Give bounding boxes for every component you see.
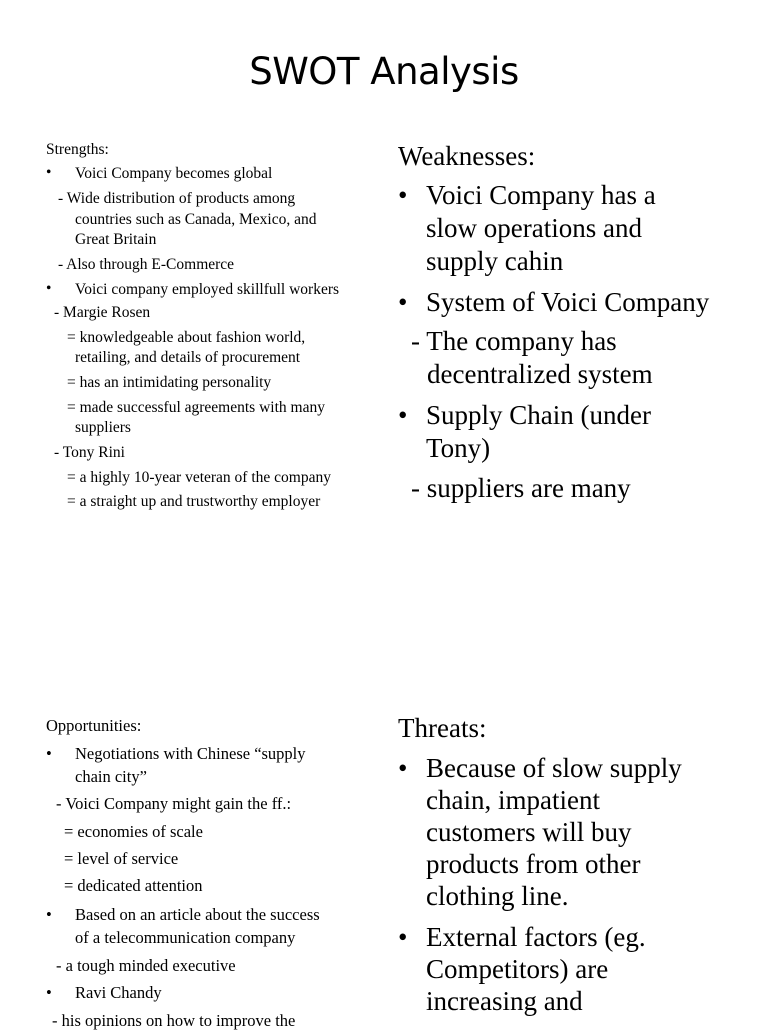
strengths-line: Voici company employed skillfull workers	[75, 281, 340, 298]
threats-heading: Threats:	[398, 713, 487, 743]
opportunities-line: - Voici Company might gain the ff.:	[56, 794, 292, 813]
strengths-line: = a straight up and trustworthy employer	[67, 493, 321, 510]
strengths-line: = a highly 10-year veteran of the company	[67, 469, 331, 486]
bullet-icon: •	[46, 905, 52, 924]
threats-item-text: Because of slow supply chain, impatient customers will buy products from other clothing line.	[426, 753, 682, 911]
strengths-line: retailing, and details of procurement	[75, 349, 301, 366]
bullet-icon: •	[398, 753, 408, 783]
weaknesses-subitem: - The company has	[411, 326, 617, 356]
weaknesses-subitem: decentralized system	[427, 359, 653, 389]
weaknesses-item-text: Supply Chain (under Tony)	[426, 400, 651, 463]
strengths-line: - Also through E-Commerce	[58, 256, 235, 273]
opportunities-line: = level of service	[64, 849, 179, 868]
bullet-icon: •	[46, 280, 52, 297]
slide-title: SWOT Analysis	[249, 50, 519, 93]
opportunities-line: Negotiations with Chinese “supply	[75, 744, 306, 763]
bullet-icon: •	[46, 983, 52, 1002]
strengths-section	[46, 140, 376, 520]
opportunities-line: = dedicated attention	[64, 876, 203, 895]
opportunities-line: of a telecommunication company	[75, 928, 296, 947]
opportunities-line: - a tough minded executive	[56, 956, 236, 975]
weaknesses-item	[398, 399, 706, 465]
strengths-line: = has an intimidating personality	[67, 374, 272, 391]
bullet-icon: •	[398, 287, 408, 317]
strengths-line: - Wide distribution of products among	[58, 190, 296, 207]
opportunities-line: Based on an article about the success	[75, 905, 320, 924]
opportunities-line: - his opinions on how to improve the	[52, 1011, 296, 1030]
strengths-line: = knowledgeable about fashion world,	[67, 329, 306, 346]
strengths-line: suppliers	[75, 419, 131, 436]
bullet-icon: •	[398, 400, 408, 430]
threats-item	[398, 752, 716, 912]
bullet-icon: •	[398, 922, 408, 952]
threats-item	[398, 921, 686, 1017]
bullet-icon: •	[46, 744, 52, 763]
threats-section	[398, 712, 738, 1024]
weaknesses-heading: Weaknesses:	[398, 141, 536, 171]
bullet-icon: •	[46, 164, 52, 181]
opportunities-line: Ravi Chandy	[75, 983, 162, 1002]
weaknesses-section	[398, 140, 738, 520]
strengths-heading: Strengths:	[46, 141, 109, 158]
strengths-line: - Margie Rosen	[54, 304, 151, 321]
strengths-line: Great Britain	[75, 231, 157, 248]
strengths-line: countries such as Canada, Mexico, and	[75, 211, 317, 228]
threats-item-text: External factors (eg. Competitors) are increasing and	[426, 922, 646, 1016]
opportunities-line: = economies of scale	[64, 822, 203, 841]
weaknesses-item	[398, 179, 706, 278]
bullet-icon: •	[398, 180, 408, 210]
weaknesses-item	[398, 286, 746, 319]
weaknesses-item-text: System of Voici Company	[426, 287, 710, 317]
opportunities-line: chain city”	[75, 767, 147, 786]
weaknesses-item-text: Voici Company has a slow operations and supply cahin	[426, 180, 656, 276]
opportunities-section	[46, 716, 376, 1030]
strengths-line: - Tony Rini	[54, 444, 125, 461]
opportunities-heading: Opportunities:	[46, 716, 142, 735]
strengths-line: Voici Company becomes global	[75, 165, 273, 182]
strengths-line: = made successful agreements with many	[67, 399, 325, 416]
weaknesses-subitem: - suppliers are many	[411, 473, 631, 503]
